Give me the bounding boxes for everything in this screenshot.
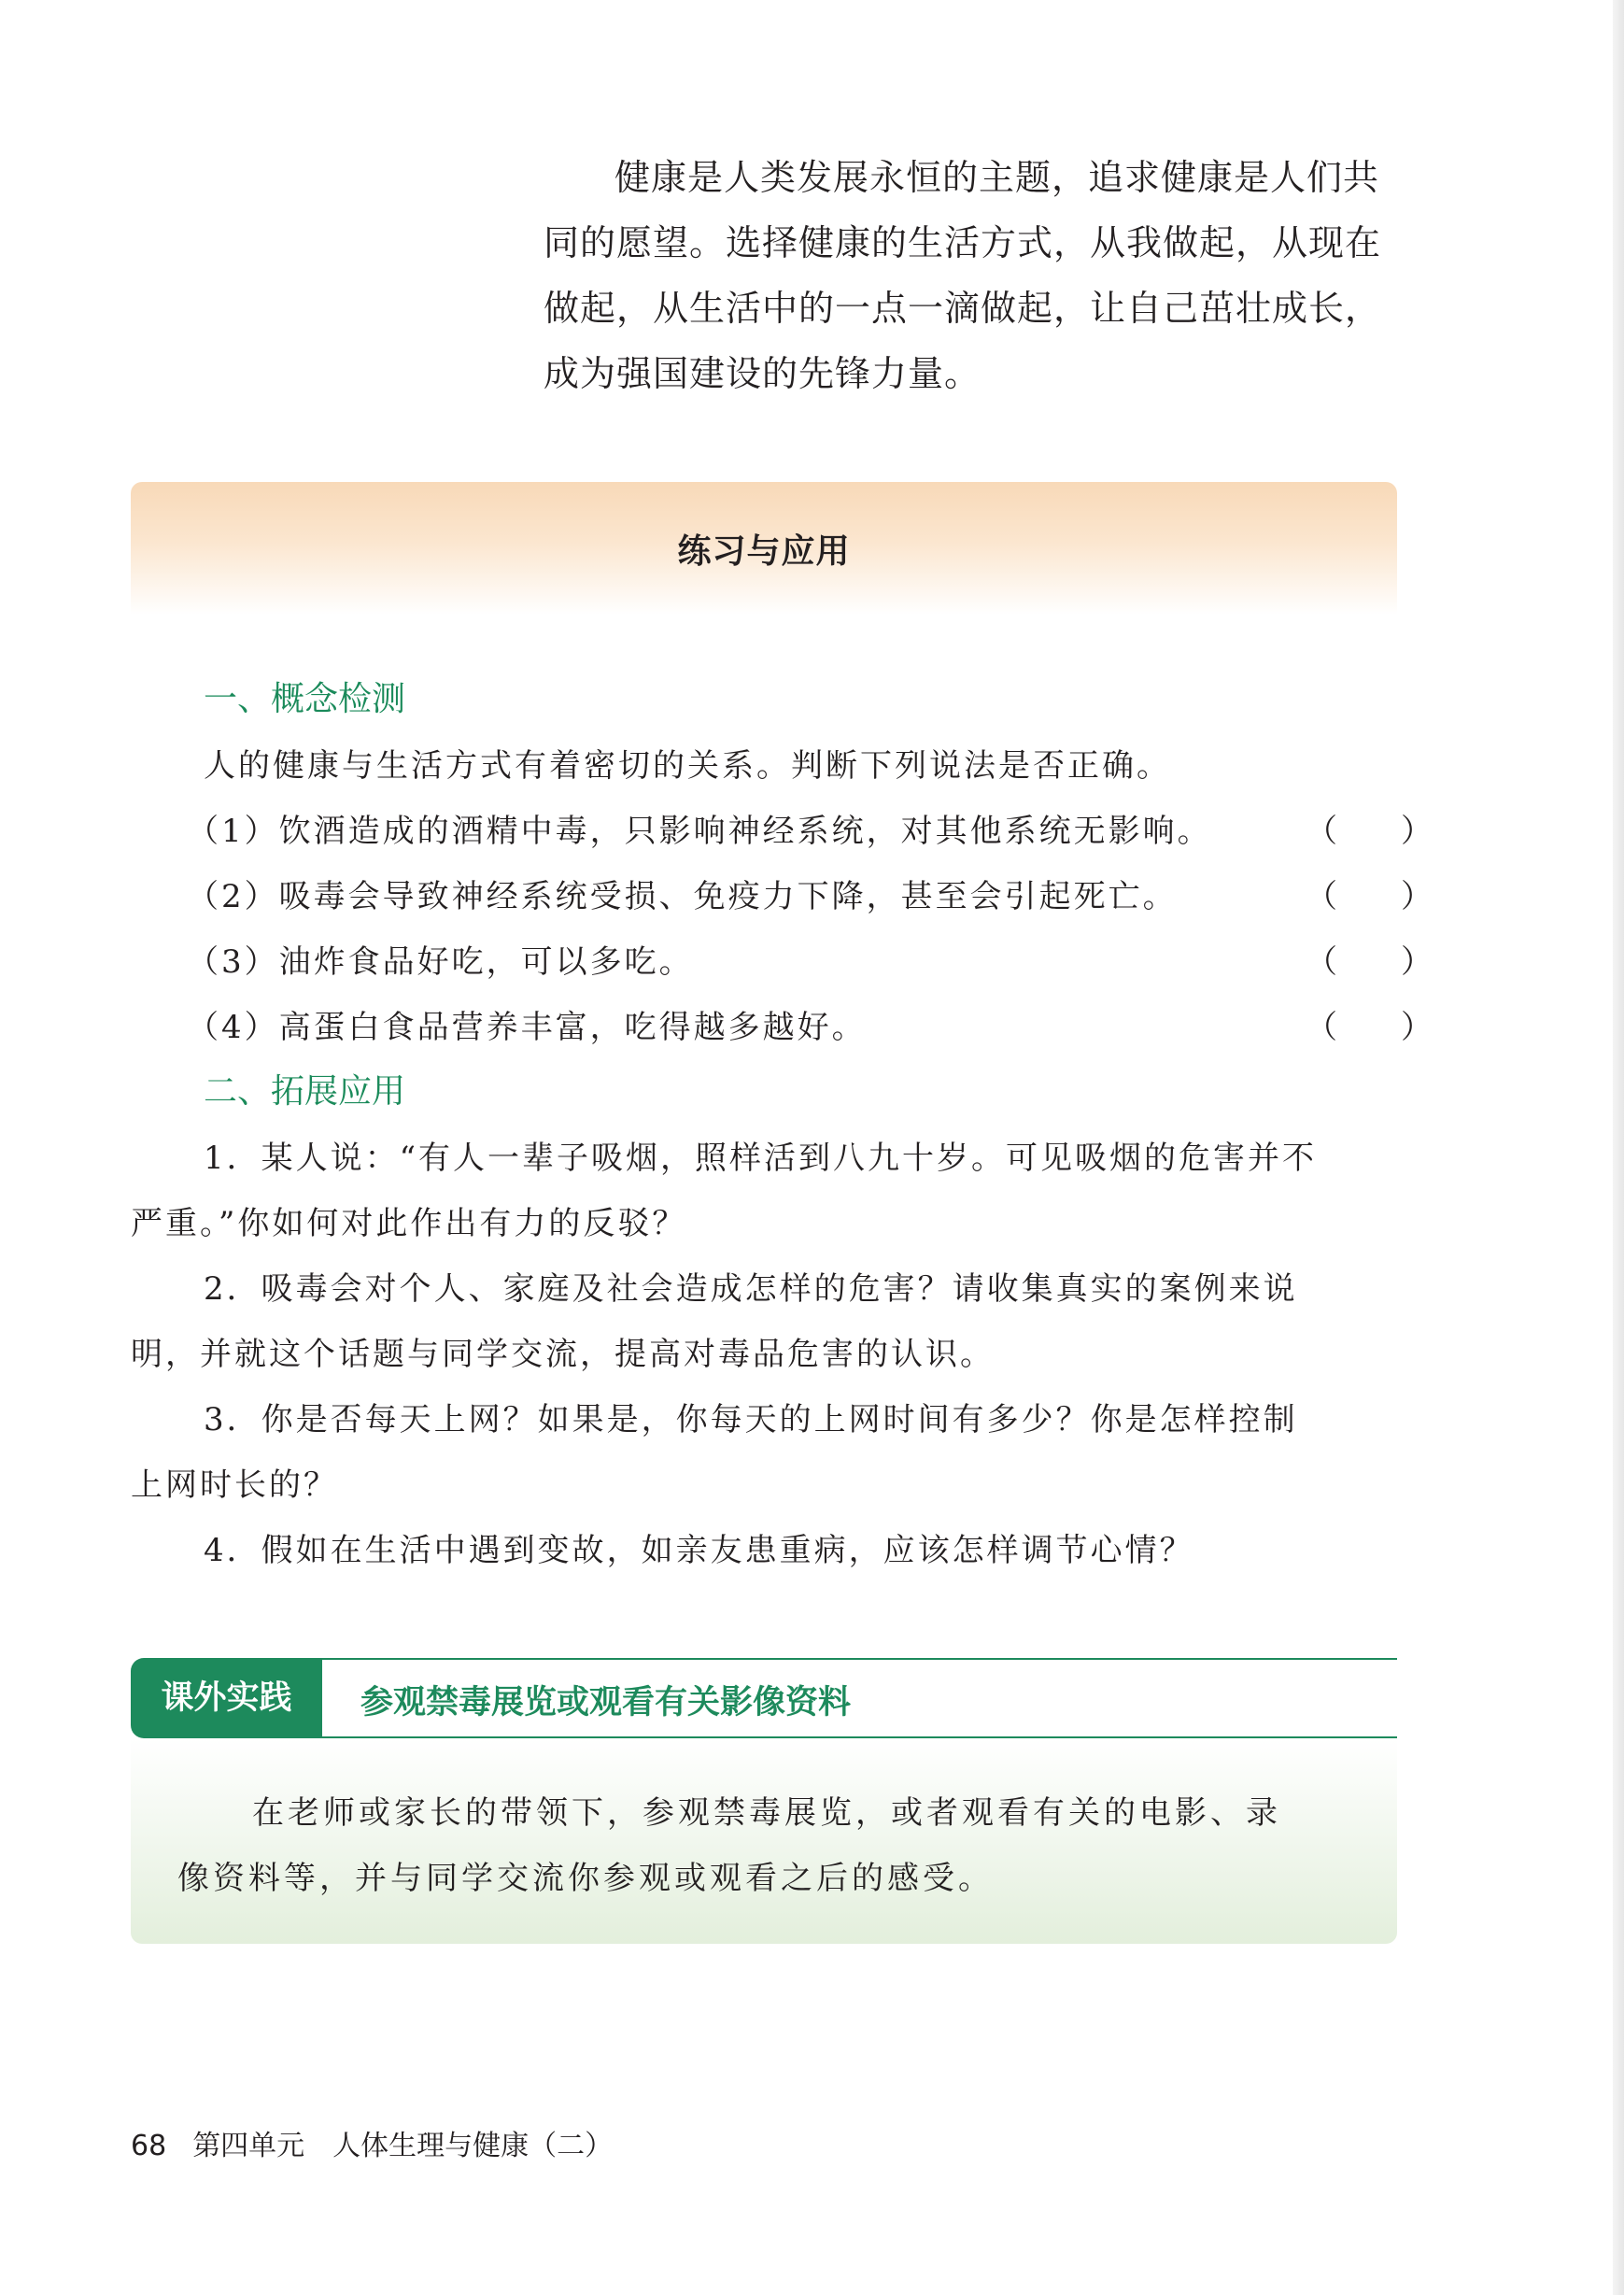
practice-tag: 课外实践	[131, 1658, 322, 1738]
intro-line: 成为强国建设的先锋力量。	[544, 353, 981, 394]
judgment-item: （4）高蛋白食品营养丰富，吃得越多越好。	[187, 1009, 867, 1046]
page-footer	[131, 2122, 613, 2163]
answer-box[interactable]: （ ）	[1306, 943, 1433, 981]
practice-header	[131, 1658, 1397, 1738]
judgment-item: （1）饮酒造成的酒精中毒，只影响神经系统，对其他系统无影响。	[187, 813, 1212, 850]
practice-line: 在老师或家长的带领下，参观禁毒展览，或者观看有关的电影、录	[252, 1794, 1281, 1832]
answer-box[interactable]: （ ）	[1306, 1009, 1433, 1046]
section-heading-extended-application: 二、拓展应用	[204, 1072, 406, 1111]
practice-title: 参观禁毒展览或观看有关影像资料	[360, 1684, 852, 1721]
exercise-title: 练习与应用	[677, 532, 851, 571]
divider	[322, 1658, 1397, 1660]
exercise-header-banner	[131, 482, 1397, 615]
question-line: 上网时长的？	[131, 1466, 338, 1504]
intro-line: 做起，从生活中的一点一滴做起，让自己茁壮成长，	[544, 288, 1382, 329]
answer-box[interactable]: （ ）	[1306, 878, 1433, 915]
intro-line: 健康是人类发展永恒的主题，追求健康是人们共	[614, 157, 1380, 198]
question-line: 4．假如在生活中遇到变故，如亲友患重病，应该怎样调节心情？	[204, 1532, 1194, 1569]
unit-title: 第四单元 人体生理与健康（二）	[192, 2130, 614, 2162]
question-line: 严重。”你如何对此作出有力的反驳？	[131, 1205, 687, 1242]
section-heading-concept-check: 一、概念检测	[204, 680, 406, 718]
section-prompt: 人的健康与生活方式有着密切的关系。判断下列说法是否正确。	[204, 747, 1171, 785]
page-number: 68	[131, 2130, 167, 2162]
page-edge-shadow	[1613, 0, 1624, 2295]
judgment-item: （3）油炸食品好吃，可以多吃。	[187, 943, 694, 981]
question-line: 2．吸毒会对个人、家庭及社会造成怎样的危害？请收集真实的案例来说	[204, 1270, 1298, 1308]
question-line: 1．某人说：“有人一辈子吸烟，照样活到八九十岁。可见吸烟的危害并不	[204, 1140, 1318, 1177]
intro-paragraph	[544, 145, 1398, 406]
intro-line: 同的愿望。选择健康的生活方式，从我做起，从现在	[544, 222, 1382, 263]
practice-content-box	[131, 1738, 1397, 1944]
answer-box[interactable]: （ ）	[1306, 813, 1433, 850]
judgment-item: （2）吸毒会导致神经系统受损、免疫力下降，甚至会引起死亡。	[187, 878, 1178, 915]
question-line: 3．你是否每天上网？如果是，你每天的上网时间有多少？你是怎样控制	[204, 1401, 1298, 1438]
practice-line: 像资料等，并与同学交流你参观或观看之后的感受。	[177, 1860, 994, 1897]
question-line: 明，并就这个话题与同学交流，提高对毒品危害的认识。	[131, 1336, 995, 1373]
